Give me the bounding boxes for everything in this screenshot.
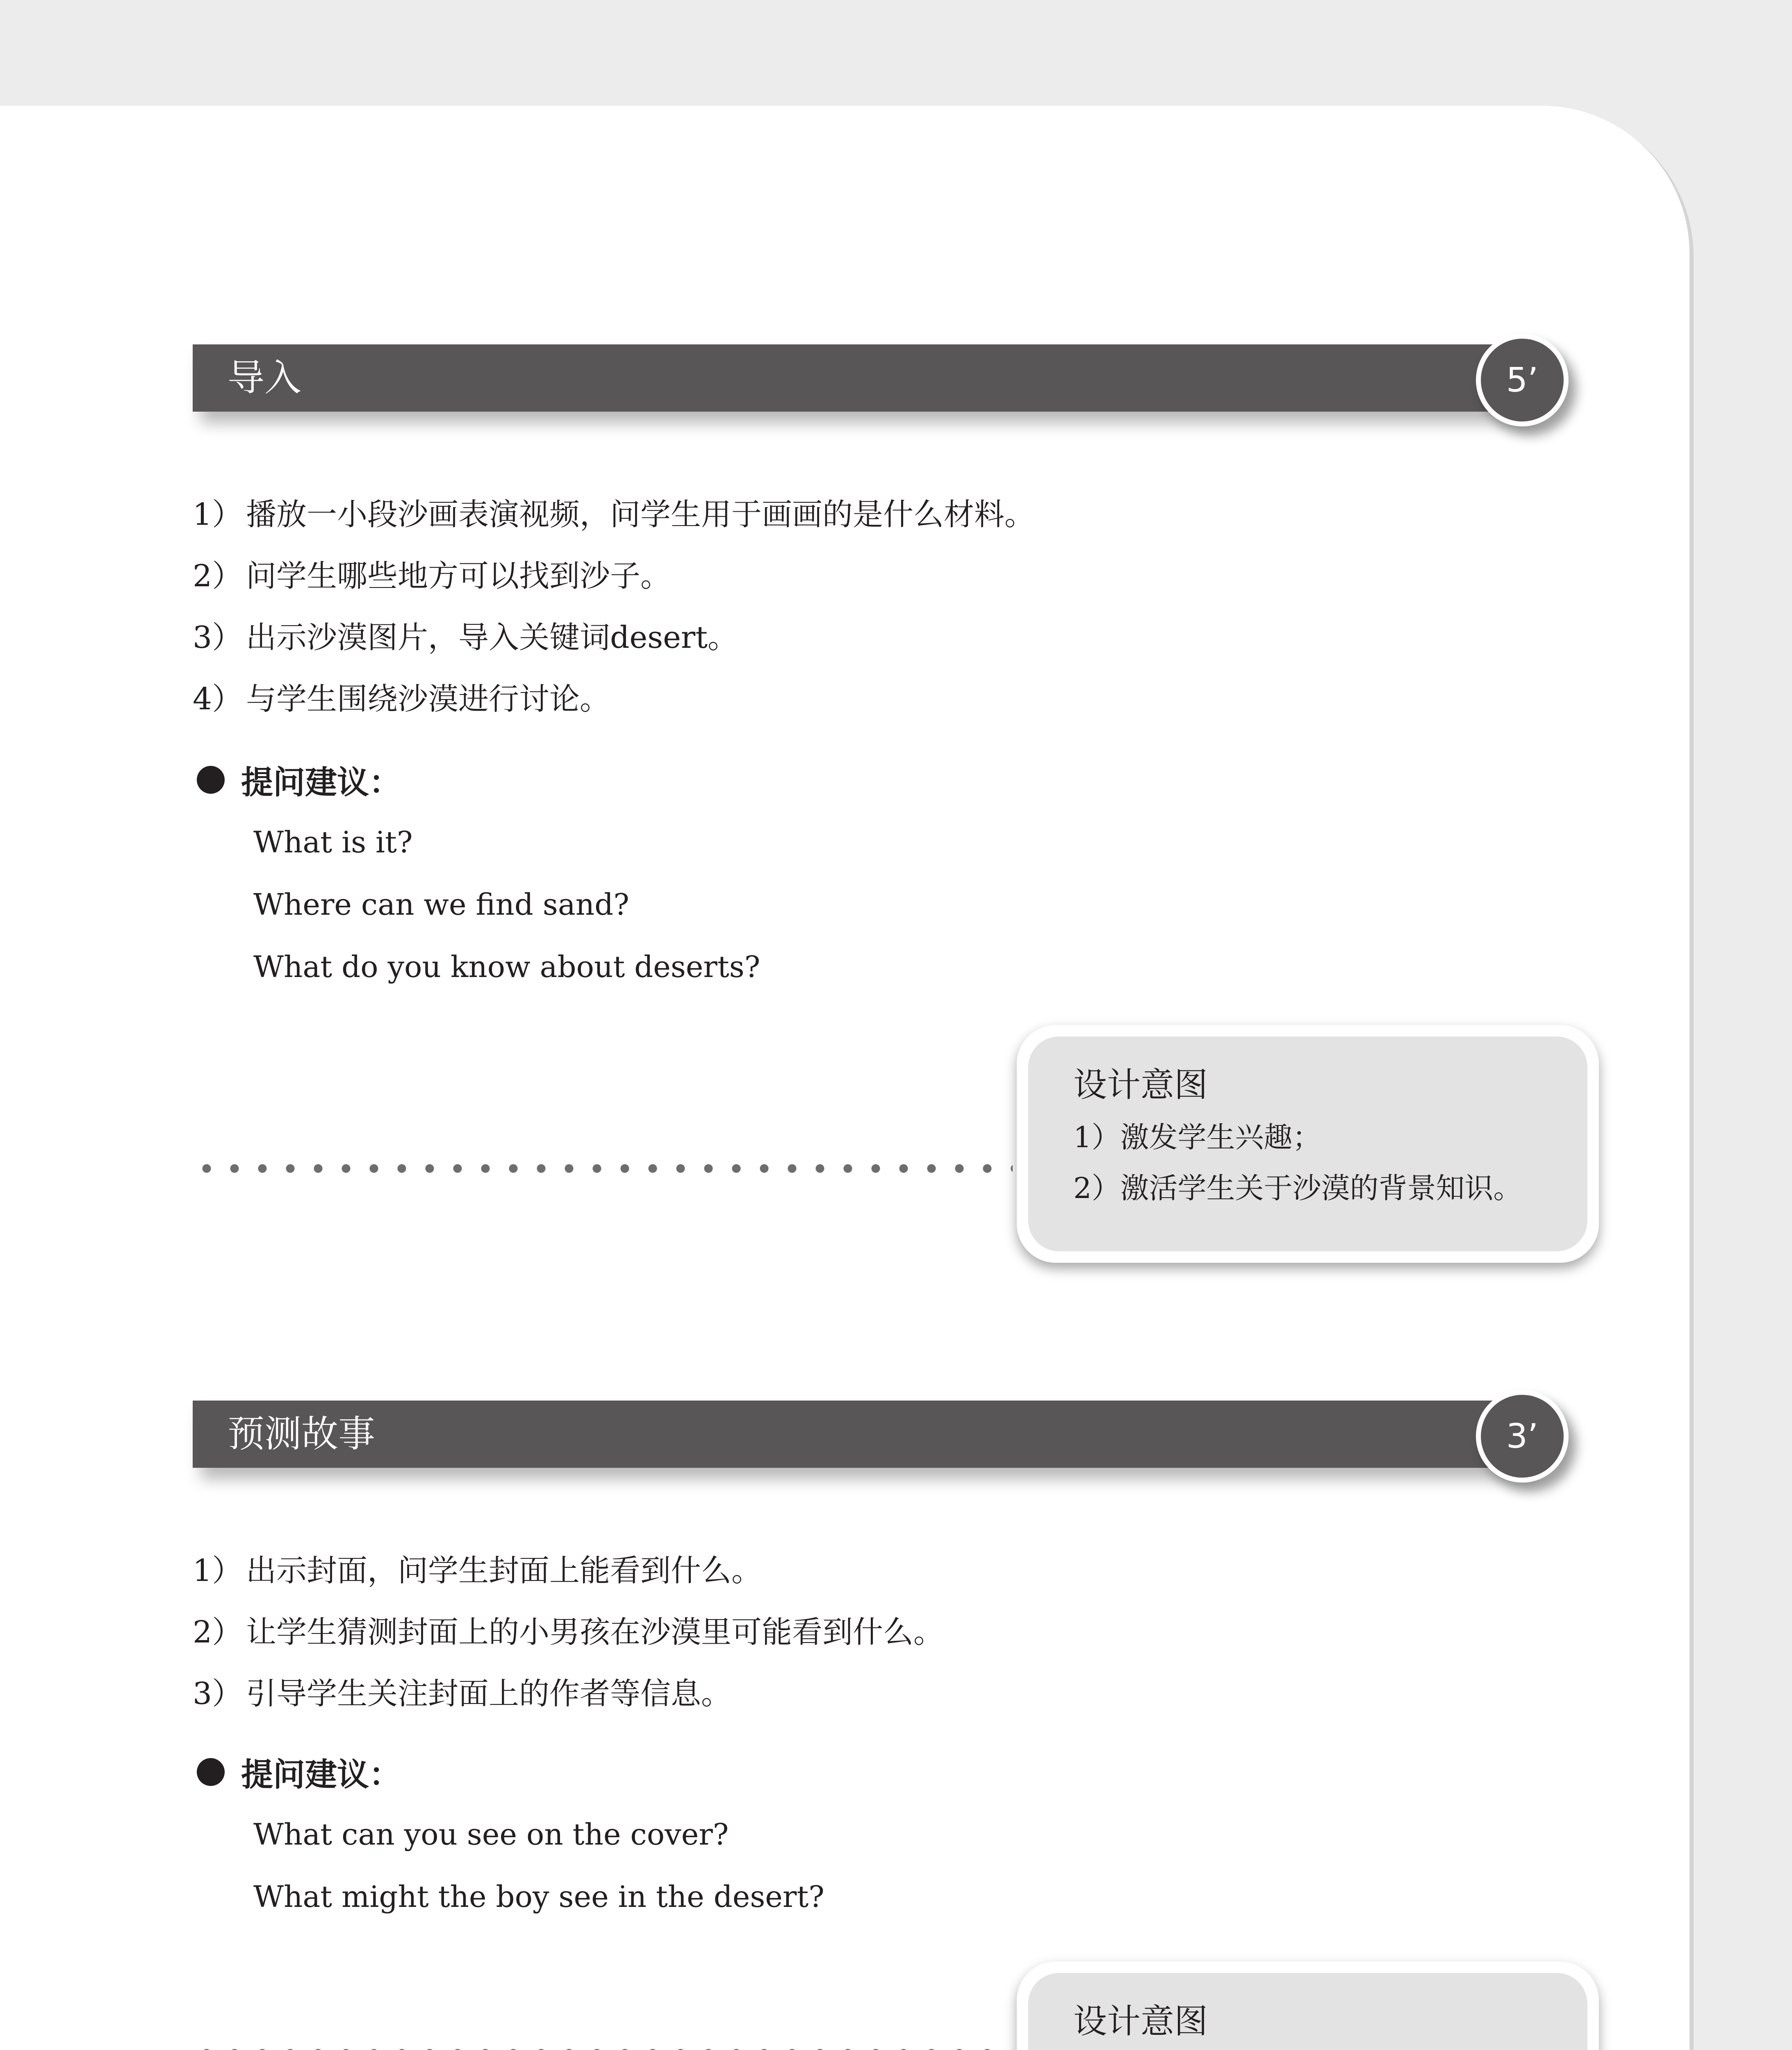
step-number: 3） (193, 620, 243, 655)
design-intent-line (1073, 2048, 1551, 2050)
design-intent-line: 1）激发学生兴趣； (1073, 1121, 1321, 1154)
dotted-divider (193, 1164, 1013, 1173)
step-text: 出示封面，问学生封面上能看到什么。 (246, 1553, 762, 1588)
step-item (193, 1663, 944, 1724)
step-text: 出示沙漠图片，导入关键词desert。 (246, 620, 738, 655)
questions-label: 提问建议： (241, 764, 401, 801)
design-intent-title: 设计意图 (1073, 2002, 1208, 2041)
step-number: 1） (193, 1553, 243, 1588)
step-text: 与学生围绕沙漠进行讨论。 (246, 681, 610, 717)
step-item (193, 668, 1035, 730)
step-item (193, 1540, 944, 1601)
question-item: What is it? (253, 825, 413, 859)
question-item: What do you know about deserts? (253, 950, 761, 984)
step-text: 让学生猜测封面上的小男孩在沙漠里可能看到什么。 (246, 1615, 944, 1650)
step-number: 4） (193, 681, 243, 717)
design-intent-panel (1028, 1036, 1587, 1251)
time-badge: 3’ (1476, 1390, 1569, 1483)
design-intent-box (1017, 1961, 1599, 2050)
question-item: What might the boy see in the desert? (253, 1879, 824, 1914)
question-list (253, 811, 760, 998)
bullet-icon (197, 1758, 225, 1786)
step-number: 3） (193, 1676, 243, 1711)
step-text: 引导学生关注封面上的作者等信息。 (246, 1676, 731, 1711)
step-number: 1） (193, 497, 243, 532)
section-header-bar (193, 1401, 1525, 1468)
step-list (193, 484, 1035, 730)
design-intent-box (1017, 1025, 1599, 1263)
step-item (193, 607, 1035, 668)
step-text: 问学生哪些地方可以找到沙子。 (246, 558, 671, 594)
step-number: 2） (193, 1615, 243, 1650)
section-title: 预测故事 (228, 1412, 375, 1456)
questions-heading (197, 1747, 401, 1797)
design-intent-title: 设计意图 (1073, 1066, 1208, 1105)
time-badge: 5’ (1476, 334, 1569, 426)
step-item (193, 484, 1035, 545)
step-item (193, 545, 1035, 607)
bullet-icon (197, 766, 225, 794)
question-item: What can you see on the cover? (253, 1817, 729, 1852)
step-list (193, 1540, 944, 1724)
question-list (253, 1803, 824, 1928)
questions-heading (197, 755, 401, 804)
question-item: Where can we find sand? (253, 887, 629, 922)
step-item (193, 1601, 944, 1663)
section-title: 导入 (228, 356, 301, 399)
step-number: 2） (193, 558, 243, 594)
section-header-bar (193, 344, 1525, 412)
dotted-divider (193, 2048, 1013, 2050)
step-text: 播放一小段沙画表演视频，问学生用于画画的是什么材料。 (246, 497, 1035, 532)
design-intent-line: 2）激活学生关于沙漠的背景知识。 (1073, 1171, 1522, 1205)
questions-label: 提问建议： (241, 1756, 401, 1793)
design-intent-panel (1028, 1973, 1587, 2050)
